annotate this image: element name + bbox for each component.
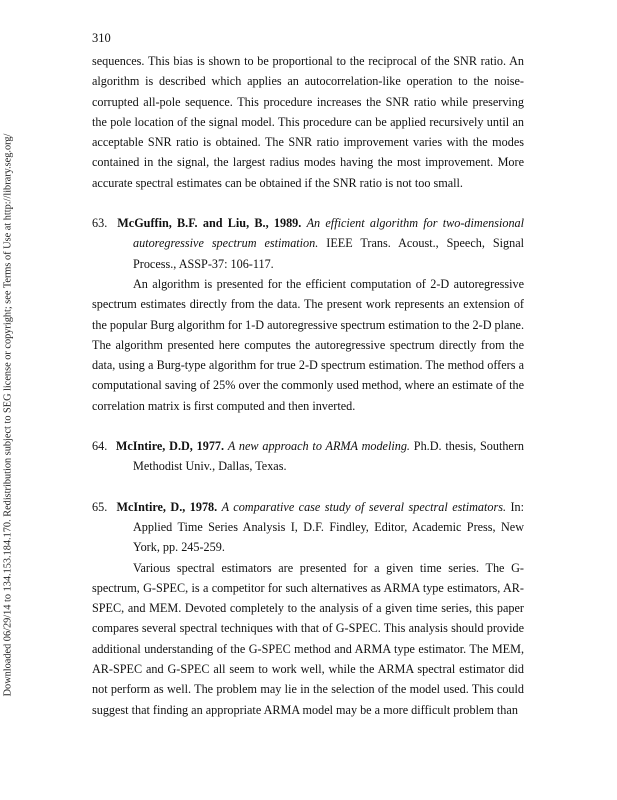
entry-source: IEEE Trans. Acoust., Speech, Signal Process., ASSP-37: 106-117. [133,236,525,271]
entry-citation [92,213,524,274]
entry-abstract: An algorithm is presented for the efficient computation of 2-D autoregressive spectrum estimates directly from the data. The present work represents an extension of the popular Burg algorithm for 1-D autoregressive spectrum estimation to the 2-D plane. The algorithm presented here computes the autoregressive spectrum directly from the data, using a Burg-type algorithm for true 2-D spectrum estimation. The method offers a computational saving of 25% over the commonly used method, where an estimate of the correlation matrix is first computed and then inverted. [92,276,524,413]
page-body [92,51,524,720]
entry-title: An efficient algorithm for two-dimensional autoregressive spectrum estimation. [133,216,525,251]
reference-entry-63 [92,213,524,416]
entry-authors: McIntire, D., 1978. [116,499,218,514]
entry-number: 65. [92,499,108,514]
lead-paragraph: sequences. This bias is shown to be proportional to the reciprocal of the SNR ratio. An algorithm is described which applies an autocorrelation-like operation to the noise-corrupted all-pole sequence. This procedure increases the SNR ratio while preserving the pole location of the signal model. This procedure can be applied recursively until an acceptable SNR ratio is obtained. The SNR ratio improvement varies with the modes contained in the signal, the largest radius modes having the most improvement. More accurate spectral estimates can be obtained if the SNR ratio is not too small. [92,54,524,190]
entry-number: 63. [92,216,108,231]
entry-source: In: Applied Time Series Analysis I, D.F. Findley, Editor, Academic Press, New York, pp. 245-259. [133,499,525,555]
reference-entry-64 [92,436,524,477]
entry-abstract: Various spectral estimators are presented for a given time series. The G-spectrum, G-SPEC, is a competitor for such alternatives as ARMA type estimators, AR-SPEC, and MEM. Devoted completely to the analysis of a given time series, this paper compares several spectral techniques with that of G-SPEC. This analysis should provide additional understanding of the G-SPEC method and ARMA type estimator. The MEM, AR-SPEC and G-SPEC all seem to work well, while the ARMA spectral estimator did not perform as well. The problem may lie in the selection of the model used. This could suggest that finding an appropriate ARMA model may be a more difficult problem than [92,560,524,717]
entry-citation [92,436,524,477]
reference-entry-65 [92,497,524,720]
entry-number: 64. [92,439,108,454]
entry-authors: McIntire, D.D, 1977. [115,439,225,454]
entry-source: Ph.D. thesis, Southern Methodist Univ., Dallas, Texas. [133,439,524,474]
download-notice [0,0,16,800]
entry-citation [92,497,524,558]
page-number: 310 [92,31,111,45]
entry-authors: McGuffin, B.F. and Liu, B., 1989. [117,216,302,231]
entry-title: A comparative case study of several spectral estimators. [221,499,507,514]
entry-title: A new approach to ARMA modeling. [227,439,410,454]
download-notice-text: Downloaded 06/29/14 to 134.153.184.170. Redistribution subject to SEG license or copyright; see Terms of Use at http://library.seg.org/ [2,133,14,697]
